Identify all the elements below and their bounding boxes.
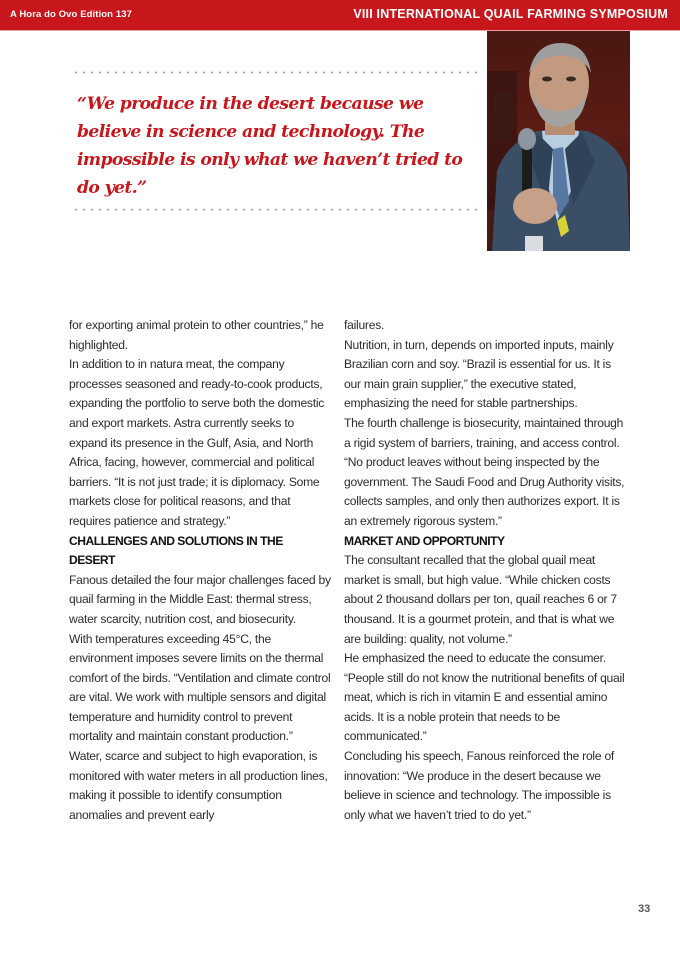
paragraph: He emphasized the need to educate the consumer. “People still do not know the nutritional benefits of quail meat, which is rich in vitamin E and essential amino acids. It is a noble protein that needs to be communicated.” bbox=[344, 651, 625, 744]
section-heading-market: MARKET AND OPPORTUNITY bbox=[344, 533, 505, 548]
section-title: VIII INTERNATIONAL QUAIL FARMING SYMPOSIUM bbox=[353, 7, 668, 21]
paragraph: The consultant recalled that the global quail meat market is small, but high value. “While chicken costs about 2 thousand dollars per ton, quail reaches 6 or 7 thousand. It is a gourmet protein, and that is what we are building: quality, not volume.” bbox=[344, 553, 617, 646]
speaker-portrait-icon bbox=[487, 31, 630, 251]
pull-quote: “We produce in the desert because we believe in science and technology. The impossible is only what we haven’t tried to do yet.” bbox=[77, 94, 463, 198]
paragraph: The fourth challenge is biosecurity, maintained through a rigid system of barriers, training, and access control. “No product leaves without being inspected by the government. The Saudi Food and Drug Authority visits, collects samples, and only then authorizes export. It is an extremely rigorous system.” bbox=[344, 415, 625, 528]
paragraph: Concluding his speech, Fanous reinforced the role of innovation: “We produce in the desert because we believe in science and technology. The impossible is only what we haven’t tried to do yet.” bbox=[344, 749, 615, 822]
paragraph: Nutrition, in turn, depends on imported inputs, mainly Brazilian corn and soy. “Brazil is essential for us. It is our main grain supplier,” the executive stated, emphasizing the need for stable partnerships. bbox=[344, 337, 614, 411]
article-column-left bbox=[69, 316, 331, 825]
dotted-divider-bottom bbox=[72, 208, 482, 211]
paragraph: for exporting animal protein to other countries,” he highlighted. bbox=[69, 318, 324, 352]
page-number: 33 bbox=[638, 903, 651, 915]
paragraph: With temperatures exceeding 45°C, the environment imposes severe limits on the thermal comfort of the birds. “Ventilation and climate control are vital. We work with multiple sensors and digital temperature and humidity control to prevent mortality and maintain constant production.” bbox=[69, 631, 331, 744]
speaker-photo bbox=[487, 31, 630, 251]
paragraph: Water, scarce and subject to high evaporation, is monitored with water meters in all production lines, making it possible to identify consumption anomalies and prevent early bbox=[69, 749, 328, 822]
paragraph: Fanous detailed the four major challenges faced by quail farming in the Middle East: thermal stress, water scarcity, nutrition cost, and biosecurity. bbox=[69, 572, 331, 626]
dotted-divider-top bbox=[72, 71, 482, 74]
paragraph: In addition to in natura meat, the company processes seasoned and ready-to-cook products, expanding the portfolio to serve both the domestic and export markets. Astra currently seeks to expand its presence in the Gulf, Asia, and North Africa, facing, however, commercial and political barriers. “It is not just trade; it is diplomacy. Some markets close for political reasons, and that requires patience and strategy.” bbox=[69, 357, 325, 528]
section-heading-challenges: CHALLENGES AND SOLUTIONS IN THE DESERT bbox=[69, 533, 283, 568]
header-banner bbox=[0, 0, 680, 31]
article-column-right bbox=[344, 316, 630, 825]
edition-label: A Hora do Ovo Edition 137 bbox=[10, 9, 132, 20]
paragraph: failures. bbox=[344, 318, 385, 332]
